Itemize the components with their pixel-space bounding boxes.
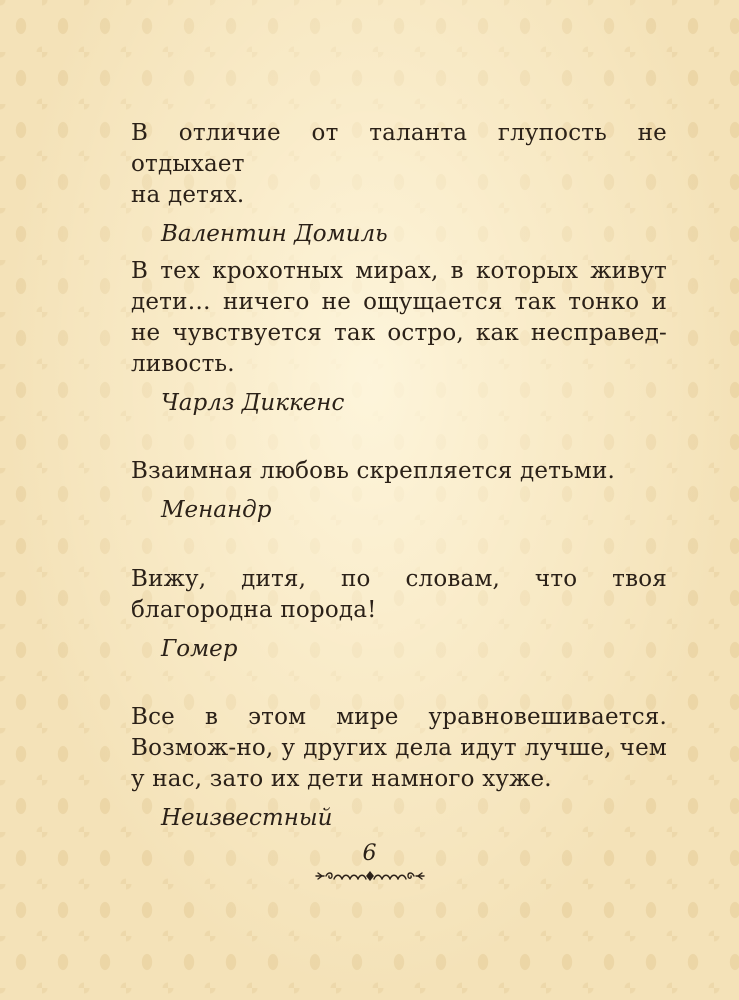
quote-author: Менандр [161, 497, 272, 523]
quote-author: Валентин Домиль [161, 221, 388, 247]
quote-block [131, 118, 667, 250]
quote-text: В тех крохотных мирах, в которых живут дети… ничего не ощущается так тонко и не чувствуется так остро, как несправед-ливость. [131, 258, 667, 377]
quote-block [131, 256, 667, 419]
quote-text: Вижу, дитя, по словам, что твоя благородна порода! [131, 566, 667, 623]
quote-text: Все в этом мире уравновешивается. Возмож-но, у других дела идут лучше, чем у нас, зато их дети намного хуже. [131, 704, 667, 792]
page-number: 6 [362, 841, 377, 866]
quote-block [131, 702, 667, 834]
scroll-flourish-divider-icon [314, 868, 426, 884]
quote-block [131, 456, 615, 526]
quote-author: Гомер [161, 636, 238, 662]
quote-text: Взаимная любовь скрепляется детьми. [131, 458, 615, 484]
quote-author: Чарлз Диккенс [161, 390, 345, 416]
quote-block [131, 564, 667, 665]
quote-author: Неизвестный [161, 805, 333, 831]
quote-text: В отличие от таланта глупость не отдыхает на детях. [131, 120, 667, 208]
page-footer [0, 842, 739, 884]
